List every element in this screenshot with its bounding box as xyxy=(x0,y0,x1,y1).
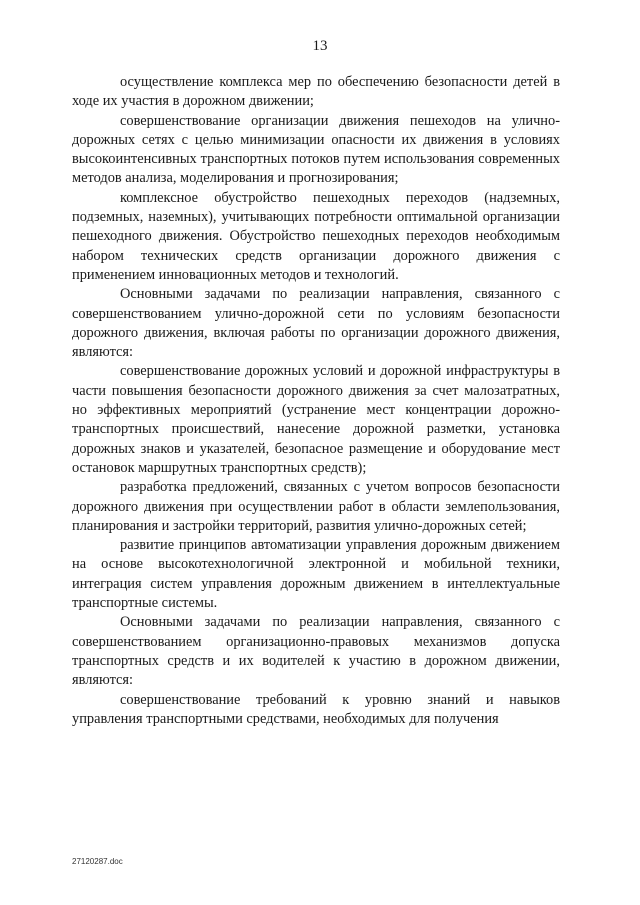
paragraph: комплексное обустройство пешеходных переходов (надземных, подземных, наземных), учитывающих потребности оптимальной организации пешеходного движения. Обустройство пешеходных переходов необходимым набором технических средств организации дорожного движения с применением инновационных методов и технологий. xyxy=(72,189,560,283)
paragraph: совершенствование организации движения пешеходов на улично-дорожных сетях с целью минимизации опасности их движения в условиях высокоинтенсивных транспортных потоков путем использования современных методов анализа, моделирования и прогнозирования; xyxy=(72,112,560,187)
paragraph: осуществление комплекса мер по обеспечению безопасности детей в ходе их участия в дорожном движении; xyxy=(72,74,560,110)
paragraph: развитие принципов автоматизации управления дорожным движением на основе высокотехнологичной электронной и мобильной техники, интеграция систем управления дорожным движением в интеллектуальные транспортные системы. xyxy=(72,537,560,612)
paragraph: Основными задачами по реализации направления, связанного с совершенствованием организационно-правовых механизмов допуска транспортных средств и их водителей к участию в дорожном движении, являются: xyxy=(72,614,560,689)
paragraph: Основными задачами по реализации направления, связанного с совершенствованием улично-дорожной сети по условиям безопасности дорожного движения, включая работы по организации дорожного движения, являются: xyxy=(72,286,560,361)
paragraph: совершенствование требований к уровню знаний и навыков управления транспортными средствами, необходимых для получения xyxy=(72,691,560,727)
footer-filename: 27120287.doc xyxy=(72,857,123,866)
document-body xyxy=(72,73,560,729)
paragraph: разработка предложений, связанных с учетом вопросов безопасности дорожного движения при осуществлении работ в области землепользования, планирования и застройки территорий, развития улично-дорожных сетей; xyxy=(72,479,560,534)
paragraph: совершенствование дорожных условий и дорожной инфраструктуры в части повышения безопасности дорожного движения за счет малозатратных, но эффективных мероприятий (устранение мест концентрации дорожно-транспортных происшествий, нанесение дорожной разметки, установка дорожных знаков и указателей, безопасное размещение и оборудование мест остановок маршрутных транспортных средств); xyxy=(72,363,560,476)
page-number: 13 xyxy=(312,38,328,54)
